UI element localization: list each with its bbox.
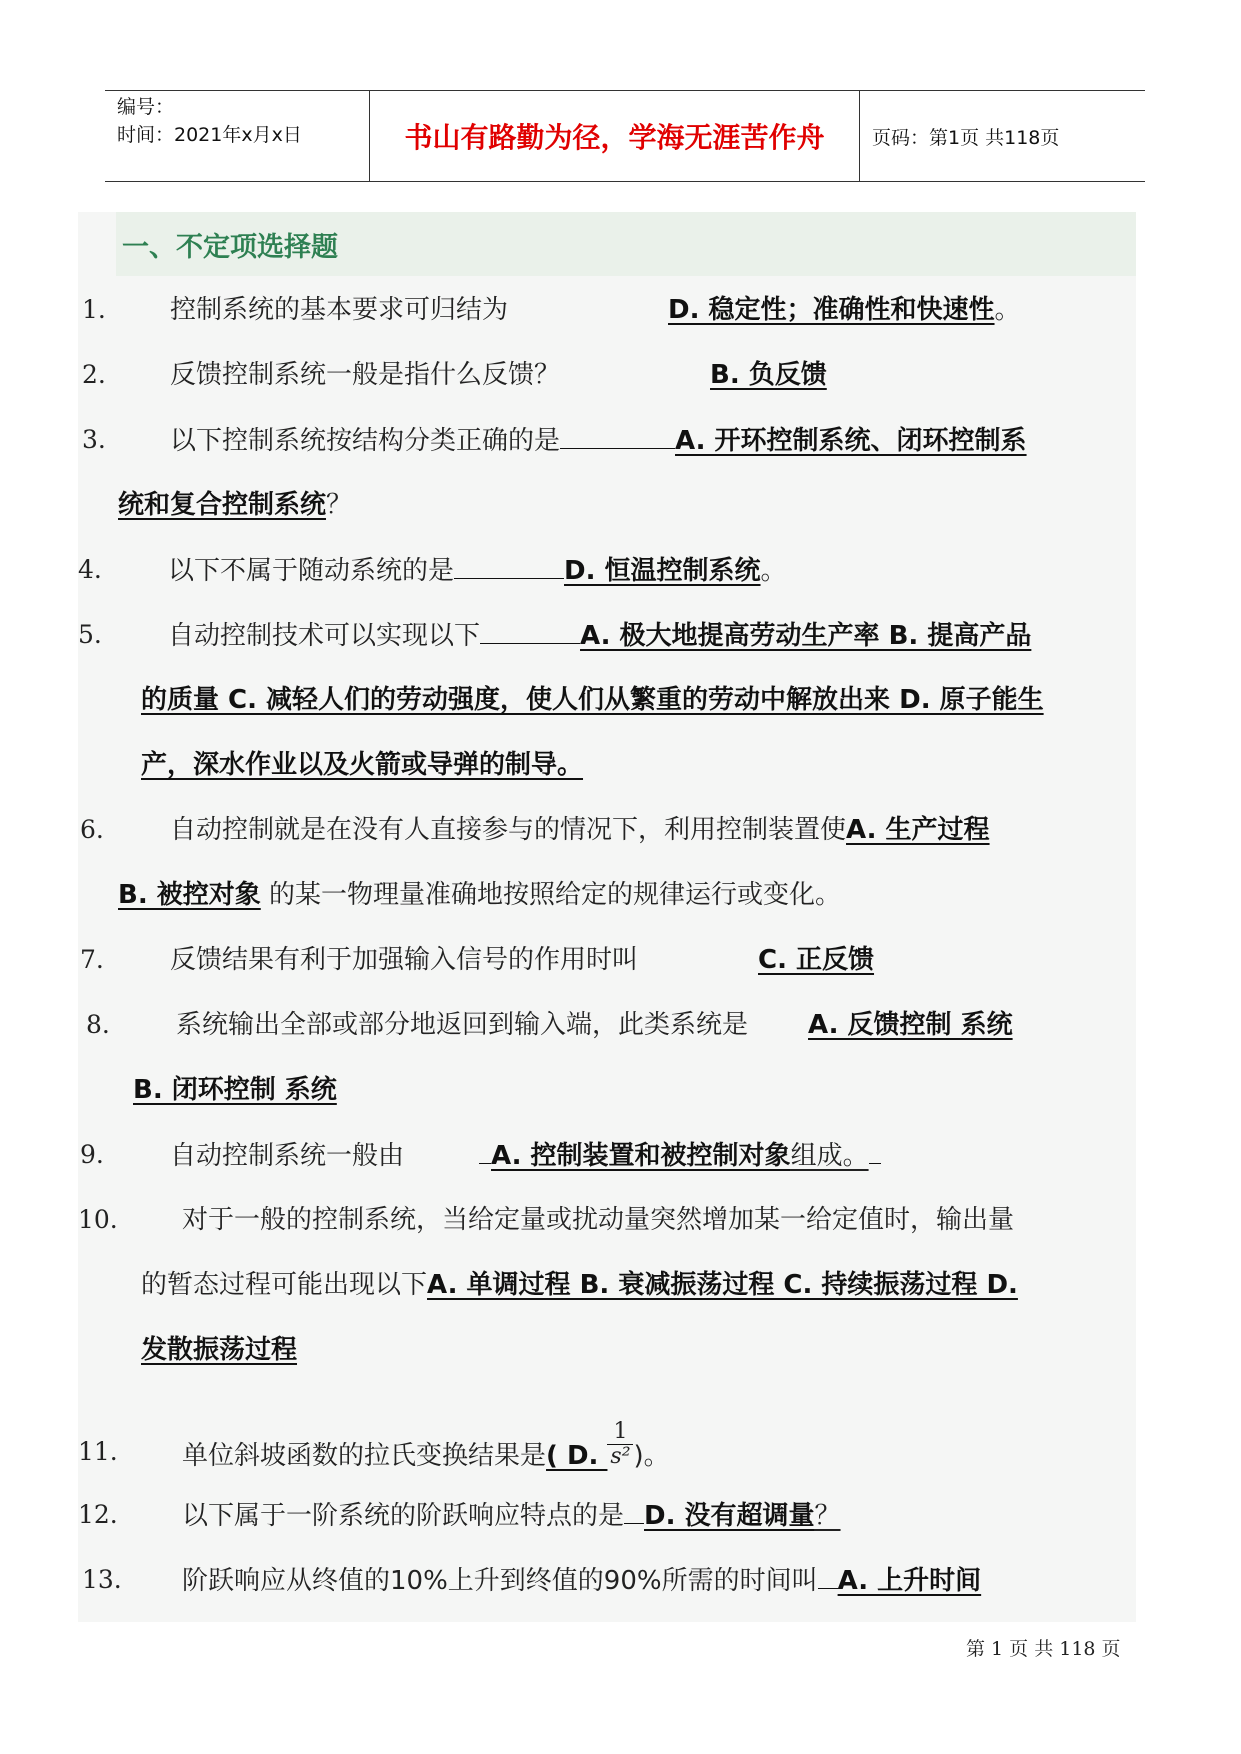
question-text: 反馈结果有利于加强输入信号的作用时叫 bbox=[170, 945, 639, 975]
answer-text: B. 闭环控制 系统 bbox=[133, 1075, 337, 1105]
question-text: 自动控制就是在没有人直接参与的情况下，利用控制装置使 bbox=[170, 815, 847, 845]
answer-text: A. 反馈控制 系统 bbox=[808, 1010, 1013, 1040]
question-line bbox=[170, 940, 874, 980]
answer-text: ( D. bbox=[546, 1441, 608, 1471]
question-text: 反馈控制系统一般是指什么反馈？ bbox=[170, 360, 561, 390]
question-tail: 的某一物理量准确地按照给定的规律运行或变化。 bbox=[260, 880, 842, 910]
question-line bbox=[133, 1070, 337, 1110]
question-line bbox=[170, 810, 990, 850]
answer-blank bbox=[480, 615, 580, 644]
question-number: 11. bbox=[78, 1437, 118, 1466]
answer-text: 产，深水作业以及火箭或导弹的制导。 bbox=[141, 750, 584, 780]
fraction-one-over-s-squared bbox=[607, 1420, 633, 1469]
answer-text: A. 极大地提高劳动生产率 B. 提高产品 bbox=[580, 621, 1032, 651]
question-line bbox=[168, 550, 787, 591]
question-text: 控制系统的基本要求可归结为 bbox=[170, 295, 509, 325]
answer-text: D. 稳定性；准确性和快速性 bbox=[668, 295, 995, 325]
question-tail: ？ bbox=[814, 1501, 841, 1531]
question-line bbox=[176, 1005, 1013, 1045]
question-text: 阶跃响应从终值的10%上升到终值的90%所需的时间叫 bbox=[182, 1566, 818, 1596]
answer-text: 统和复合控制系统 bbox=[118, 490, 327, 520]
question-tail: 。 bbox=[994, 295, 1021, 325]
question-tail: 组成。 bbox=[790, 1141, 869, 1171]
question-line bbox=[118, 875, 841, 915]
header-page-info: 页码：第1页 共118页 bbox=[872, 126, 1060, 149]
answer-blank bbox=[479, 1135, 491, 1164]
question-text: 的暂态过程可能出现以下 bbox=[141, 1270, 428, 1300]
question-line bbox=[168, 615, 1031, 656]
question-line bbox=[141, 745, 583, 785]
question-number: 13. bbox=[82, 1565, 122, 1594]
fraction-denominator: s² bbox=[610, 1444, 631, 1469]
answer-text: A. 控制装置和被控制对象 bbox=[491, 1141, 791, 1171]
answer-blank bbox=[560, 420, 675, 449]
question-text: 以下属于一阶系统的阶跃响应特点的是 bbox=[182, 1501, 625, 1531]
question-line bbox=[141, 1330, 297, 1370]
answer-text: D. 恒温控制系统 bbox=[564, 556, 761, 586]
answer-blank bbox=[624, 1495, 644, 1524]
section-title: 一、不定项选择题 bbox=[116, 212, 1136, 276]
question-line bbox=[182, 1200, 1014, 1240]
question-text: 以下控制系统按结构分类正确的是 bbox=[170, 426, 561, 456]
question-number: 3. bbox=[82, 425, 106, 454]
code-label: 编号： bbox=[117, 96, 175, 118]
question-tail: )。 bbox=[633, 1441, 670, 1471]
question-text: 对于一般的控制系统，当给定量或扰动量突然增加某一给定值时，输出量 bbox=[182, 1205, 1015, 1235]
question-line bbox=[170, 290, 1021, 330]
question-number: 1. bbox=[82, 295, 106, 324]
answer-text: 发散振荡过程 bbox=[141, 1335, 298, 1365]
question-line bbox=[141, 680, 1044, 720]
question-line bbox=[170, 355, 827, 395]
answer-blank bbox=[454, 550, 564, 579]
answer-text: B. 被控对象 bbox=[118, 880, 261, 910]
question-line bbox=[182, 1419, 670, 1481]
question-number: 9. bbox=[80, 1140, 104, 1169]
answer-text: A. 上升时间 bbox=[837, 1566, 982, 1596]
answer-text: A. 开环控制系统、闭环控制系 bbox=[675, 426, 1027, 456]
fraction-numerator: 1 bbox=[607, 1420, 633, 1445]
answer-text: B. 负反馈 bbox=[710, 360, 827, 390]
question-text: 单位斜坡函数的拉氏变换结果是 bbox=[182, 1441, 547, 1471]
header-motto: 书山有路勤为径，学海无涯苦作舟 bbox=[370, 91, 860, 181]
question-text: 系统输出全部或部分地返回到输入端，此类系统是 bbox=[176, 1010, 749, 1040]
question-number: 4. bbox=[78, 555, 102, 584]
answer-text: C. 正反馈 bbox=[758, 945, 875, 975]
time-label: 时间：2021年x月x日 bbox=[117, 124, 302, 146]
question-text: 以下不属于随动系统的是 bbox=[168, 556, 455, 586]
page-footer: 第 1 页 共 118 页 bbox=[966, 1638, 1121, 1660]
question-text: 自动控制系统一般由 bbox=[170, 1141, 405, 1171]
question-tail: 。 bbox=[760, 556, 787, 586]
question-number: 8. bbox=[86, 1010, 110, 1039]
question-number: 12. bbox=[78, 1500, 118, 1529]
question-text: 自动控制技术可以实现以下 bbox=[168, 621, 481, 651]
answer-blank bbox=[818, 1560, 838, 1589]
question-line bbox=[141, 1265, 1018, 1305]
header-meta bbox=[105, 91, 370, 181]
question-line bbox=[118, 485, 352, 525]
answer-text: D. 没有超调量 bbox=[644, 1501, 815, 1531]
answer-text: A. 生产过程 bbox=[846, 815, 990, 845]
question-line bbox=[170, 1135, 881, 1176]
question-line bbox=[182, 1560, 981, 1601]
answer-text: 的质量 C. 减轻人们的劳动强度，使人们从繁重的劳动中解放出来 D. 原子能生 bbox=[141, 685, 1044, 715]
answer-text: A. 单调过程 B. 衰减振荡过程 C. 持续振荡过程 D. bbox=[427, 1270, 1018, 1300]
document-header bbox=[105, 90, 1145, 182]
question-number: 7. bbox=[80, 945, 104, 974]
question-number: 10. bbox=[78, 1205, 118, 1234]
question-number: 5. bbox=[78, 620, 102, 649]
question-number: 2. bbox=[82, 360, 106, 389]
question-line bbox=[170, 420, 1027, 461]
question-tail: ？ bbox=[326, 490, 353, 520]
question-line bbox=[182, 1495, 841, 1536]
answer-blank bbox=[869, 1135, 881, 1164]
question-number: 6. bbox=[80, 815, 104, 844]
